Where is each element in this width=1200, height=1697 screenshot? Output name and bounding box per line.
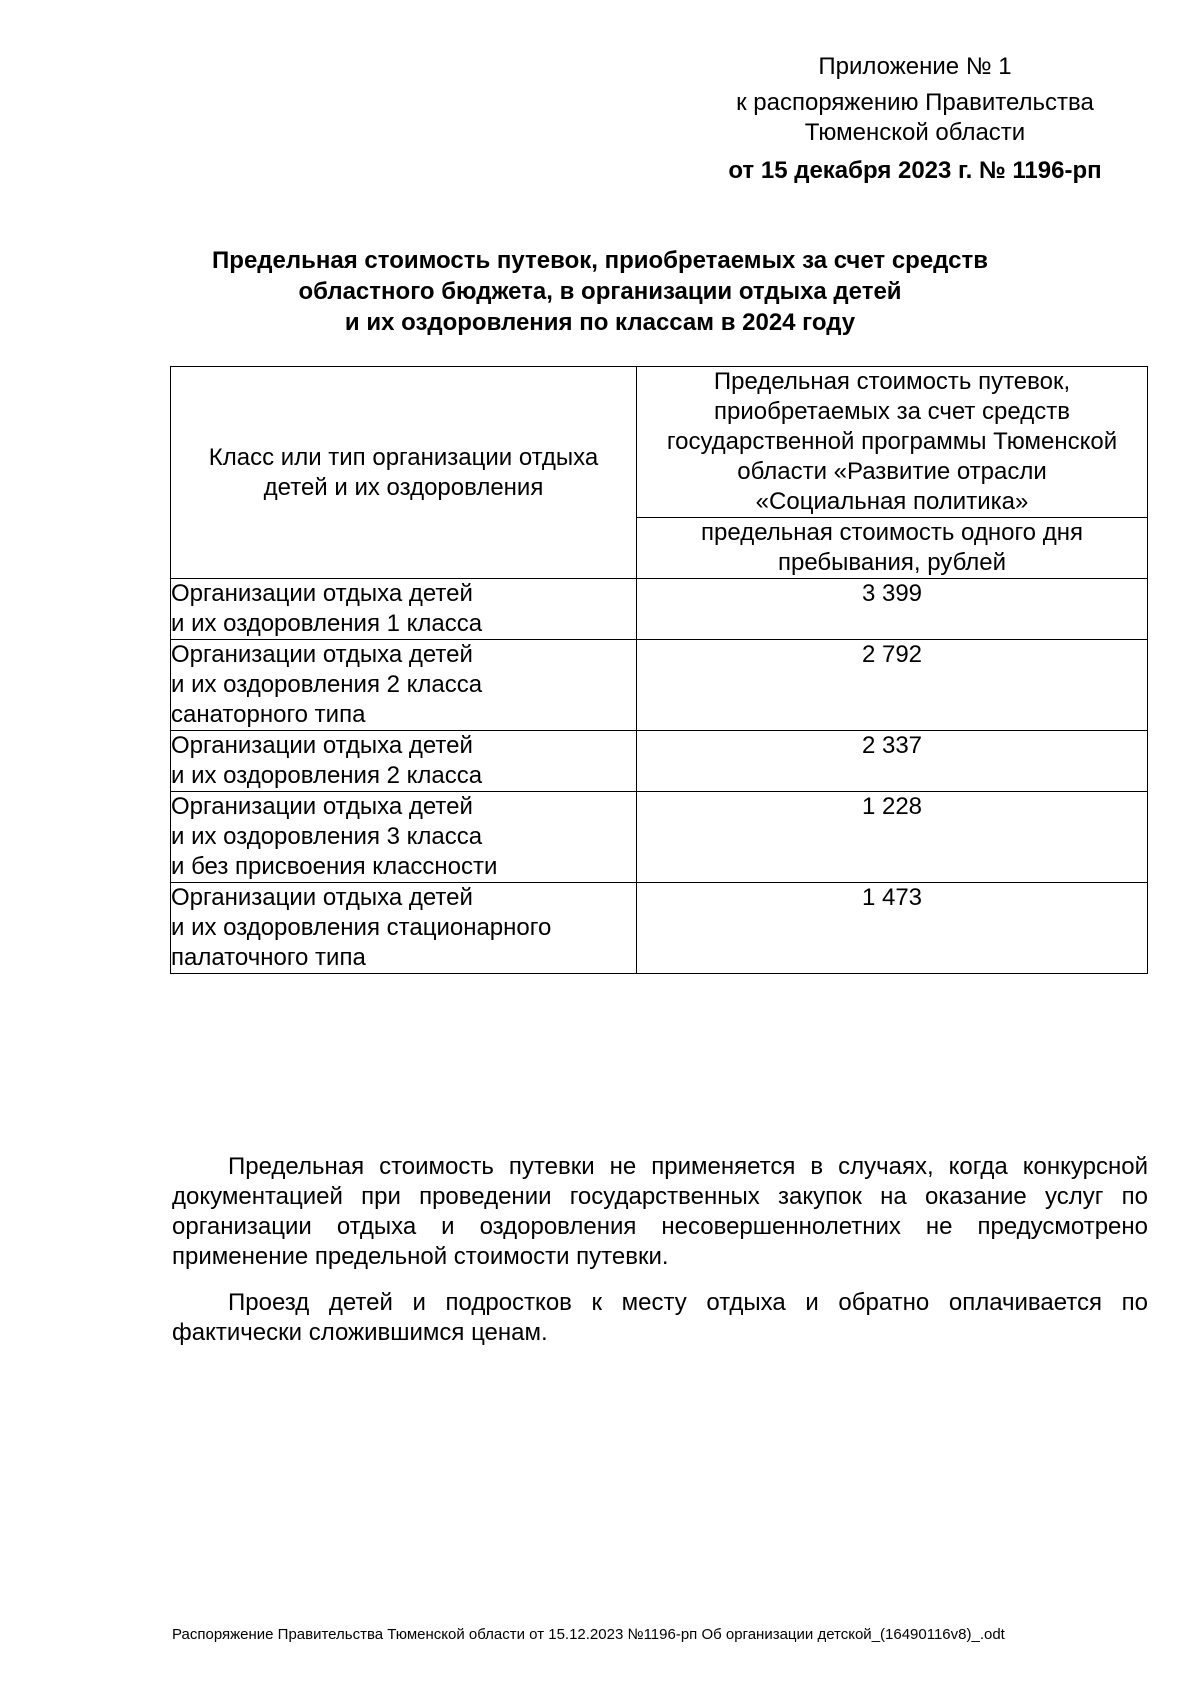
document-title	[170, 245, 1030, 338]
organization-class-cell: Организации отдыха детей и их оздоровления 2 класса	[171, 731, 637, 792]
annex-header	[700, 52, 1130, 186]
decree-reference-line2: Тюменской области	[804, 119, 1026, 146]
table-row	[171, 579, 1148, 640]
decree-reference-line1: к распоряжению Правительства	[736, 89, 1094, 116]
document-title-line1: Предельная стоимость путевок, приобретаемых за счет средств	[212, 247, 988, 274]
column-header-cost: Предельная стоимость путевок, приобретаемых за счет средств государственной программы Тюменской области «Развитие отрасли «Социальная политика»	[637, 367, 1148, 518]
table-row	[171, 731, 1148, 792]
organization-class-cell: Организации отдыха детей и их оздоровления стационарного палаточного типа	[171, 883, 637, 974]
table-row	[171, 883, 1148, 974]
table-header-row	[171, 367, 1148, 518]
note-paragraph-1: Предельная стоимость путевки не применяется в случаях, когда конкурсной документацией при проведении государственных закупок на оказание услуг по организации отдыха и оздоровления несовершеннолетних не предусмотрено применение предельной стоимости путевки.	[172, 1153, 1148, 1270]
column-header-class: Класс или тип организации отдыха детей и их оздоровления	[171, 367, 637, 579]
daily-cost-cell: 3 399	[637, 579, 1148, 640]
organization-class-cell: Организации отдыха детей и их оздоровления 3 класса и без присвоения классности	[171, 792, 637, 883]
daily-cost-cell: 2 337	[637, 731, 1148, 792]
note-paragraph-2: Проезд детей и подростков к месту отдыха и обратно оплачивается по фактически сложившимся ценам.	[172, 1289, 1148, 1346]
document-title-line2: областного бюджета, в организации отдыха детей	[298, 278, 902, 305]
daily-cost-cell: 1 473	[637, 883, 1148, 974]
table-row	[171, 792, 1148, 883]
column-subheader-daily-cost: предельная стоимость одного дня пребывания, рублей	[637, 518, 1148, 579]
notes-section	[172, 1152, 1148, 1364]
table-row	[171, 640, 1148, 731]
document-footer: Распоряжение Правительства Тюменской области от 15.12.2023 №1196-рп Об организации детской_(16490116v8)_.odt	[172, 1626, 1005, 1643]
document-title-line3: и их оздоровления по классам в 2024 году	[344, 309, 856, 336]
daily-cost-cell: 2 792	[637, 640, 1148, 731]
organization-class-cell: Организации отдыха детей и их оздоровления 2 класса санаторного типа	[171, 640, 637, 731]
decree-date: от 15 декабря 2023 г. № 1196-рп	[728, 157, 1102, 184]
price-table	[170, 366, 1148, 974]
annex-number: Приложение № 1	[818, 53, 1012, 80]
daily-cost-cell: 1 228	[637, 792, 1148, 883]
organization-class-cell: Организации отдыха детей и их оздоровления 1 класса	[171, 579, 637, 640]
